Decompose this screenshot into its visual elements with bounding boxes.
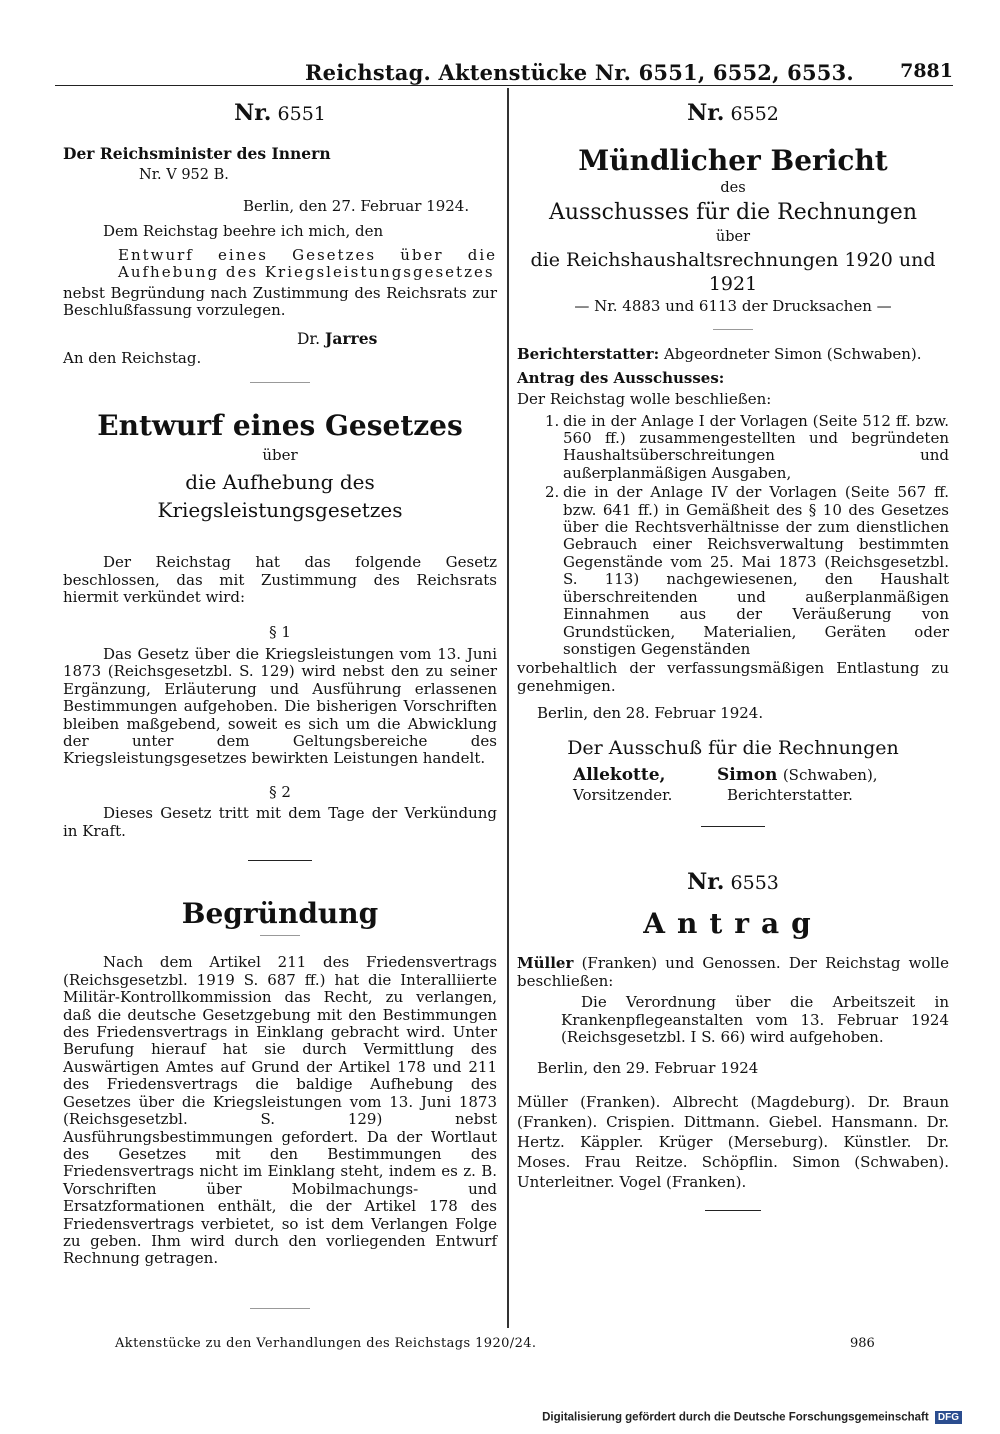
motion-items xyxy=(545,411,949,659)
draft-ueber: über xyxy=(262,445,298,464)
column-divider xyxy=(507,88,509,1328)
section-rule xyxy=(705,1210,761,1212)
preamble: Der Reichstag hat das folgende Gesetz beschlossen, das mit Zustimmung des Reichsrats hiermit verkündet wird: xyxy=(63,553,497,607)
dfg-credit: Digitalisierung gefördert durch die Deutsche Forschungsgemeinschaft DFG xyxy=(542,1411,962,1424)
antrag-title: Antrag xyxy=(643,907,823,941)
section-rule xyxy=(701,826,765,828)
sender: Der Reichsminister des Innern xyxy=(63,144,331,163)
document-number-6551: Nr. 6551 xyxy=(234,100,326,126)
signature: Dr. Jarres xyxy=(297,329,378,349)
motion-end: vorbehaltlich der verfassungsmäßigen Entlastung zu genehmigen. xyxy=(517,659,949,695)
begruendung-text: Nach dem Artikel 211 des Friedensvertrags (Reichsgesetzbl. 1919 S. 687 ff.) hat die Interalliierte Militär-Kontrollkommission das Recht, zu verlangen, daß die deutsche Gesetzgebung mit den Bestimmungen des Friedensvertrags in Einklang gebracht wird. Unter Berufung hierauf hat sie durch Vermittlung des Auswärtigen Amtes auf Grund der Artikel 178 und 211 des Friedensvertrags die baldige Aufhebung des Gesetzes über die Kriegsleistungen vom 13. Juni 1873 (Reichsgesetzbl. S. 129) nebst Ausführungsbestimmungen gefordert. Da der Wortlaut des Gesetzes mit den Bestimmungen des Friedensvertrags nicht im Einklang steht, indem es z. B. Vorschriften über Mobilmachungs- und Ersatzformationen enthält, die der Artikel 178 des Friedensvertrags verbietet, so ist dem Verlangen Folge zu geben. Ihm wird durch den vorliegenden Entwurf Rechnung getragen. xyxy=(63,953,497,1268)
committee-signature: Der Ausschuß für die Rechnungen xyxy=(567,736,899,759)
place-date: Berlin, den 27. Februar 1924. xyxy=(243,197,470,215)
rapporteur-signature: Simon (Schwaben), Berichterstatter. xyxy=(717,764,878,804)
document-number-6552: Nr. 6552 xyxy=(687,100,779,126)
intro-line: Dem Reichstag beehre ich mich, den xyxy=(103,222,384,241)
draft-subtitle: die Aufhebung des Kriegsleistungsgesetzes xyxy=(157,470,403,523)
list-item: 2. die in der Anlage IV der Vorlagen (Seite 567 ff. bzw. 641 ff.) in Gemäßheit des § 10 des Gesetzes über die Rechtsverhältnisse der zum dienstlichen Gebrauch einer Reichsverwaltung bestimmten Gegenstände vom 25. Mai 1873 (Reichsgesetzbl. S. 113) nachgewiesenen, den Haushalt überschreitenden und außerplanmäßigen Einnahmen aus der Veräußerung von Grundstücken, Materialien, Geräten oder sonstigen Gegenständen xyxy=(545,483,949,658)
place-date: Berlin, den 28. Februar 1924. xyxy=(537,704,764,723)
separator xyxy=(250,382,310,383)
motion-intro: Der Reichstag wolle beschließen: xyxy=(517,390,772,409)
right-column xyxy=(517,100,949,1211)
report-title: Mündlicher Bericht xyxy=(578,144,888,177)
section-rule xyxy=(248,860,312,862)
motion-label: Antrag des Ausschusses: xyxy=(517,368,725,387)
separator xyxy=(260,935,300,936)
reference-number: Nr. V 952 B. xyxy=(139,167,229,183)
drucksachen: — Nr. 4883 und 6113 der Drucksachen — xyxy=(574,297,892,315)
separator xyxy=(250,1308,310,1309)
report-ueber: über xyxy=(715,229,751,245)
document-number-6553: Nr. 6553 xyxy=(687,869,779,896)
chair-signature: Allekotte, Vorsitzender. xyxy=(573,764,673,804)
rapporteur-line: Berichterstatter: Abgeordneter Simon (Schwaben). xyxy=(517,345,922,364)
paragraph-2-text: Dieses Gesetz tritt mit dem Tage der Verkündung in Kraft. xyxy=(63,804,497,840)
footer-source: Aktenstücke zu den Verhandlungen des Reichstags 1920/24. xyxy=(115,1336,537,1351)
left-column xyxy=(63,100,497,1309)
running-title: Reichstag. Aktenstücke Nr. 6551, 6552, 6553. xyxy=(305,60,854,85)
separator xyxy=(713,329,753,330)
page-header xyxy=(55,58,953,86)
list-item: 1. die in der Anlage I der Vorlagen (Seite 512 ff. bzw. 560 ff.) zusammengestellten und begründeten Haushaltsüberschreitungen und außerplanmäßigen Ausgaben, xyxy=(545,411,949,482)
mover-line: Müller (Franken) und Genossen. Der Reichstag wolle beschließen: xyxy=(517,954,949,990)
signatories: Müller (Franken). Albrecht (Magdeburg). Dr. Braun (Franken). Crispien. Dittmann. Giebel. Hansmann. Dr. Hertz. Käppler. Krüger (Merseburg). Künstler. Dr. Moses. Frau Reitze. Schöpflin. Simon (Schwaben). Unterleitner. Vogel (Franken). xyxy=(517,1092,949,1191)
draft-title: Entwurf eines Gesetzes xyxy=(97,408,463,442)
dfg-logo-icon: DFG xyxy=(935,1411,962,1424)
committee-name: Ausschusses für die Rechnungen xyxy=(549,200,917,225)
paragraph-1-label: § 1 xyxy=(269,623,291,642)
report-subject: die Reichshaushaltsrechnungen 1920 und 1921 xyxy=(530,249,936,295)
paragraph-2-label: § 2 xyxy=(269,782,291,801)
paragraph-1-text: Das Gesetz über die Kriegsleistungen vom 13. Juni 1873 (Reichsgesetzbl. S. 129) wird nebst den zu seiner Ergänzung, Erläuterung und Ausführung erlassenen Bestimmungen aufgehoben. Die bisherigen Vorschriften bleiben maßgebend, soweit es sich um die Abwicklung der unter dem Geltungsbereiche des Kriegsleistungsgesetzes bewirkten Leistungen handelt. xyxy=(63,644,497,768)
page-number: 7881 xyxy=(900,60,953,82)
bill-subject: Entwurf eines Gesetzes über die Aufhebung des Kriegsleistungsgesetzes xyxy=(118,245,497,282)
antrag-text: Die Verordnung über die Arbeitszeit in Krankenpflegeanstalten vom 13. Februar 1924 (Reichsgesetzbl. I S. 66) wird aufgehoben. xyxy=(561,993,949,1047)
begruendung-title: Begründung xyxy=(181,897,379,931)
intro-rest: nebst Begründung nach Zustimmung des Reichsrats zur Beschlußfassung vorzulegen. xyxy=(63,283,497,320)
addressee: An den Reichstag. xyxy=(63,349,202,368)
report-des: des xyxy=(720,180,746,196)
footer-page: 986 xyxy=(850,1336,875,1351)
signature-row xyxy=(517,765,949,804)
antrag-date: Berlin, den 29. Februar 1924 xyxy=(537,1059,759,1078)
